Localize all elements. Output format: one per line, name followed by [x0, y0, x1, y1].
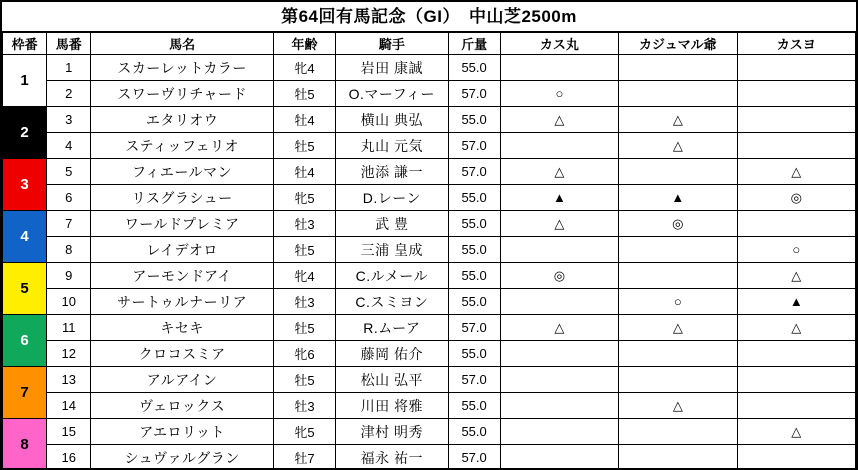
- prediction-cell-2: [619, 367, 737, 393]
- column-header-kin: 斤量: [448, 33, 500, 55]
- column-header-p3: カスヨ: [737, 33, 855, 55]
- horse-name-cell: スカーレットカラー: [91, 55, 274, 81]
- prediction-cell-2: [619, 419, 737, 445]
- weight-cell: 55.0: [448, 393, 500, 419]
- bracket-number-cell: 5: [3, 263, 47, 315]
- weight-cell: 55.0: [448, 185, 500, 211]
- bracket-number-cell: 2: [3, 107, 47, 159]
- jockey-cell: 岩田 康誠: [336, 55, 448, 81]
- horse-age-cell: 牡5: [273, 367, 335, 393]
- horse-number-cell: 2: [47, 81, 91, 107]
- prediction-cell-3: [737, 393, 855, 419]
- horse-age-cell: 牡5: [273, 315, 335, 341]
- weight-cell: 55.0: [448, 107, 500, 133]
- weight-cell: 57.0: [448, 159, 500, 185]
- table-row: [3, 81, 856, 107]
- jockey-cell: 藤岡 佑介: [336, 341, 448, 367]
- prediction-cell-1: ◎: [500, 263, 618, 289]
- prediction-cell-1: [500, 55, 618, 81]
- horse-number-cell: 16: [47, 445, 91, 470]
- horse-number-cell: 15: [47, 419, 91, 445]
- horse-age-cell: 牡3: [273, 211, 335, 237]
- table-row: [3, 211, 856, 237]
- prediction-cell-3: △: [737, 263, 855, 289]
- column-header-jockey: 騎手: [336, 33, 448, 55]
- bracket-number-cell: 7: [3, 367, 47, 419]
- horse-age-cell: 牝5: [273, 419, 335, 445]
- column-header-waku: 枠番: [3, 33, 47, 55]
- bracket-number-cell: 4: [3, 211, 47, 263]
- horse-name-cell: フィエールマン: [91, 159, 274, 185]
- bracket-number-cell: 1: [3, 55, 47, 107]
- table-row: [3, 263, 856, 289]
- column-header-p2: カジュマル爺: [619, 33, 737, 55]
- page-title: 第64回有馬記念（GI） 中山芝2500m: [2, 2, 856, 32]
- jockey-cell: 横山 典弘: [336, 107, 448, 133]
- table-row: [3, 445, 856, 470]
- weight-cell: 55.0: [448, 263, 500, 289]
- jockey-cell: R.ムーア: [336, 315, 448, 341]
- horse-name-cell: サートゥルナーリア: [91, 289, 274, 315]
- prediction-cell-1: [500, 445, 618, 470]
- jockey-cell: 松山 弘平: [336, 367, 448, 393]
- bracket-number-cell: 8: [3, 419, 47, 470]
- table-row: [3, 315, 856, 341]
- prediction-cell-1: [500, 419, 618, 445]
- horse-number-cell: 11: [47, 315, 91, 341]
- prediction-cell-1: [500, 133, 618, 159]
- weight-cell: 57.0: [448, 315, 500, 341]
- horse-age-cell: 牡5: [273, 81, 335, 107]
- prediction-cell-2: [619, 263, 737, 289]
- prediction-cell-1: △: [500, 159, 618, 185]
- prediction-cell-3: △: [737, 419, 855, 445]
- table-body: [3, 55, 856, 470]
- horse-age-cell: 牡3: [273, 289, 335, 315]
- prediction-cell-1: △: [500, 211, 618, 237]
- prediction-cell-3: [737, 367, 855, 393]
- table-row: [3, 237, 856, 263]
- prediction-cell-1: △: [500, 107, 618, 133]
- bracket-number-cell: 6: [3, 315, 47, 367]
- horse-age-cell: 牡7: [273, 445, 335, 470]
- prediction-cell-2: △: [619, 133, 737, 159]
- horse-age-cell: 牡4: [273, 107, 335, 133]
- horse-name-cell: ヴェロックス: [91, 393, 274, 419]
- prediction-cell-3: [737, 133, 855, 159]
- table-row: [3, 393, 856, 419]
- horse-age-cell: 牡3: [273, 393, 335, 419]
- horse-name-cell: リスグラシュー: [91, 185, 274, 211]
- jockey-cell: 福永 祐一: [336, 445, 448, 470]
- prediction-cell-1: [500, 289, 618, 315]
- prediction-cell-3: [737, 107, 855, 133]
- table-row: [3, 341, 856, 367]
- horse-name-cell: レイデオロ: [91, 237, 274, 263]
- weight-cell: 55.0: [448, 55, 500, 81]
- prediction-cell-1: [500, 237, 618, 263]
- weight-cell: 55.0: [448, 419, 500, 445]
- table-row: [3, 289, 856, 315]
- prediction-cell-2: ○: [619, 289, 737, 315]
- prediction-cell-3: ▲: [737, 289, 855, 315]
- horse-age-cell: 牡5: [273, 237, 335, 263]
- prediction-cell-2: [619, 237, 737, 263]
- horse-name-cell: アエロリット: [91, 419, 274, 445]
- prediction-cell-3: [737, 445, 855, 470]
- jockey-cell: 三浦 皇成: [336, 237, 448, 263]
- prediction-cell-3: ◎: [737, 185, 855, 211]
- horse-number-cell: 12: [47, 341, 91, 367]
- weight-cell: 57.0: [448, 445, 500, 470]
- horse-number-cell: 4: [47, 133, 91, 159]
- prediction-cell-2: △: [619, 315, 737, 341]
- weight-cell: 55.0: [448, 341, 500, 367]
- table-row: [3, 159, 856, 185]
- prediction-cell-2: [619, 445, 737, 470]
- jockey-cell: 川田 将雅: [336, 393, 448, 419]
- jockey-cell: C.ルメール: [336, 263, 448, 289]
- horse-age-cell: 牝4: [273, 55, 335, 81]
- prediction-cell-2: [619, 341, 737, 367]
- jockey-cell: 武 豊: [336, 211, 448, 237]
- jockey-cell: C.スミヨン: [336, 289, 448, 315]
- horse-name-cell: シュヴァルグラン: [91, 445, 274, 470]
- prediction-cell-3: △: [737, 315, 855, 341]
- prediction-cell-3: [737, 211, 855, 237]
- horse-name-cell: キセキ: [91, 315, 274, 341]
- prediction-cell-2: [619, 159, 737, 185]
- table-header: [3, 33, 856, 55]
- horse-name-cell: スティッフェリオ: [91, 133, 274, 159]
- prediction-cell-3: [737, 81, 855, 107]
- horse-number-cell: 6: [47, 185, 91, 211]
- jockey-cell: 津村 明秀: [336, 419, 448, 445]
- horse-number-cell: 8: [47, 237, 91, 263]
- table-row: [3, 133, 856, 159]
- table-row: [3, 367, 856, 393]
- horse-number-cell: 10: [47, 289, 91, 315]
- jockey-cell: D.レーン: [336, 185, 448, 211]
- horse-name-cell: スワーヴリチャード: [91, 81, 274, 107]
- prediction-cell-2: △: [619, 393, 737, 419]
- horse-number-cell: 1: [47, 55, 91, 81]
- table-row: [3, 185, 856, 211]
- prediction-cell-3: [737, 55, 855, 81]
- horse-name-cell: ワールドプレミア: [91, 211, 274, 237]
- table-row: [3, 419, 856, 445]
- horse-age-cell: 牝4: [273, 263, 335, 289]
- prediction-cell-1: [500, 367, 618, 393]
- weight-cell: 55.0: [448, 289, 500, 315]
- prediction-cell-1: [500, 341, 618, 367]
- weight-cell: 55.0: [448, 237, 500, 263]
- table-header-row: [3, 33, 856, 55]
- horse-number-cell: 7: [47, 211, 91, 237]
- horse-age-cell: 牡4: [273, 159, 335, 185]
- prediction-cell-3: ○: [737, 237, 855, 263]
- prediction-cell-2: △: [619, 107, 737, 133]
- prediction-cell-3: △: [737, 159, 855, 185]
- horse-number-cell: 13: [47, 367, 91, 393]
- horse-age-cell: 牡5: [273, 133, 335, 159]
- prediction-cell-1: [500, 393, 618, 419]
- prediction-cell-1: △: [500, 315, 618, 341]
- column-header-p1: カス丸: [500, 33, 618, 55]
- column-header-age: 年齢: [273, 33, 335, 55]
- prediction-cell-2: [619, 81, 737, 107]
- jockey-cell: O.マーフィー: [336, 81, 448, 107]
- weight-cell: 55.0: [448, 211, 500, 237]
- horse-number-cell: 3: [47, 107, 91, 133]
- bracket-number-cell: 3: [3, 159, 47, 211]
- prediction-cell-2: ▲: [619, 185, 737, 211]
- horse-age-cell: 牝6: [273, 341, 335, 367]
- race-entries-table: [2, 32, 856, 470]
- prediction-cell-2: [619, 55, 737, 81]
- weight-cell: 57.0: [448, 81, 500, 107]
- horse-age-cell: 牝5: [273, 185, 335, 211]
- horse-number-cell: 14: [47, 393, 91, 419]
- horse-name-cell: クロコスミア: [91, 341, 274, 367]
- table-row: [3, 55, 856, 81]
- prediction-cell-1: ○: [500, 81, 618, 107]
- weight-cell: 57.0: [448, 367, 500, 393]
- jockey-cell: 丸山 元気: [336, 133, 448, 159]
- horse-name-cell: アーモンドアイ: [91, 263, 274, 289]
- horse-name-cell: アルアイン: [91, 367, 274, 393]
- weight-cell: 57.0: [448, 133, 500, 159]
- horse-number-cell: 9: [47, 263, 91, 289]
- column-header-uma: 馬番: [47, 33, 91, 55]
- prediction-cell-2: ◎: [619, 211, 737, 237]
- table-row: [3, 107, 856, 133]
- horse-name-cell: エタリオウ: [91, 107, 274, 133]
- horse-number-cell: 5: [47, 159, 91, 185]
- prediction-cell-3: [737, 341, 855, 367]
- prediction-cell-1: ▲: [500, 185, 618, 211]
- column-header-name: 馬名: [91, 33, 274, 55]
- jockey-cell: 池添 謙一: [336, 159, 448, 185]
